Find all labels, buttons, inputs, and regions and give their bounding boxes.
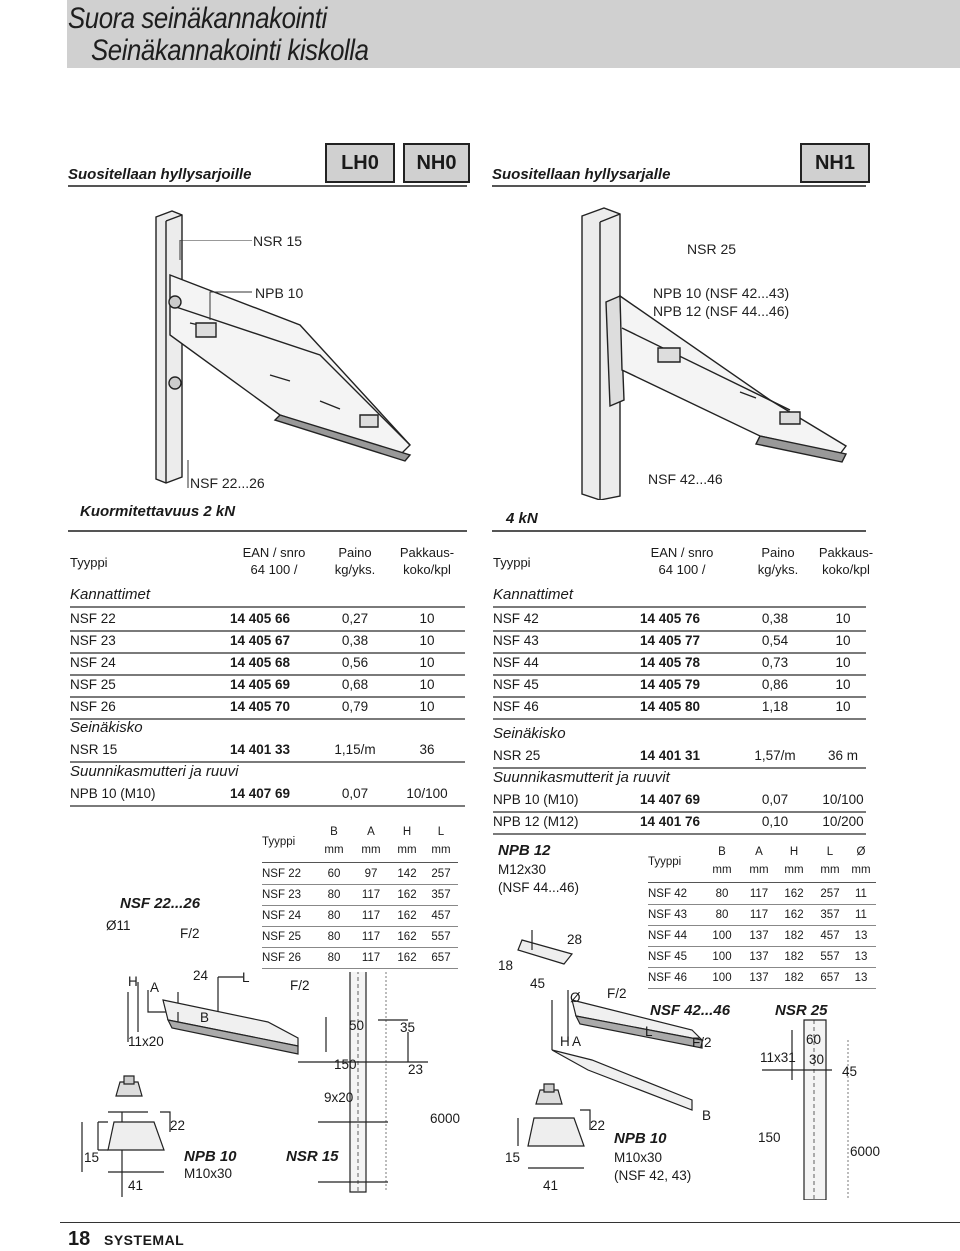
- mini-cell: 162: [397, 889, 417, 901]
- mini-cell: 557: [820, 951, 840, 963]
- mini-units: [262, 840, 462, 860]
- cell-pack: 10: [835, 611, 851, 626]
- cell-weight: 0,07: [761, 792, 789, 807]
- dim-d11: Ø11: [106, 918, 131, 933]
- cell-ean: 14 405 76: [640, 611, 701, 626]
- cell-pack: 10: [419, 677, 435, 692]
- mini-row-divider: [262, 968, 458, 969]
- badge-lh0: LH0: [325, 143, 395, 183]
- mini-row: [262, 948, 462, 968]
- dim-f2-b: F/2: [692, 1035, 712, 1050]
- dim-30: 30: [809, 1052, 825, 1067]
- label-npb10-right: NPB 10 (NSF 42...43): [653, 285, 790, 301]
- mini-cell: NSF 24: [262, 910, 301, 922]
- cell-type: NSF 25: [70, 677, 116, 692]
- mini-unit: mm: [431, 844, 451, 856]
- table-row: [493, 789, 888, 811]
- mini-cell: 117: [361, 952, 381, 964]
- cell-ean: 14 401 31: [640, 748, 701, 763]
- caption-npb12: NPB 12: [498, 842, 551, 859]
- mini-cell: NSF 42: [648, 888, 687, 900]
- table-row: [70, 783, 465, 805]
- mini-cell: NSF 46: [648, 972, 687, 984]
- cell-ean: 14 405 67: [230, 633, 291, 648]
- mini-row: [262, 927, 462, 947]
- col-header-pak-2: koko/kpl: [822, 562, 870, 577]
- table-row: [493, 674, 888, 696]
- mini-header-divider: [648, 882, 876, 883]
- row-divider: [493, 718, 866, 720]
- cell-weight: 0,68: [341, 677, 369, 692]
- cell-ean: 14 405 78: [640, 655, 701, 670]
- mini-col-header: Tyyppi: [648, 856, 682, 868]
- dim-a: A: [150, 980, 160, 995]
- mini-cell: 80: [327, 931, 341, 943]
- cell-weight: 0,38: [761, 611, 789, 626]
- mini-cell: 182: [784, 930, 804, 942]
- cell-pack: 10: [835, 655, 851, 670]
- mini-col-header: L: [826, 846, 834, 858]
- mini-cell: 13: [854, 951, 868, 963]
- mini-col-header: B: [330, 826, 338, 838]
- cell-pack: 10/100: [406, 786, 448, 801]
- dim-15: 15: [84, 1150, 100, 1165]
- label-npb10: NPB 10: [255, 285, 304, 301]
- dim-45-b: 45: [842, 1064, 858, 1079]
- label-nsr15: NSR 15: [253, 233, 303, 249]
- table-row: [70, 696, 465, 718]
- divider: [68, 185, 467, 187]
- cell-weight: 1,15/m: [334, 742, 376, 757]
- caption-nsf42-43: (NSF 42, 43): [614, 1168, 692, 1183]
- cell-type: NSR 25: [493, 748, 541, 763]
- dim-b: B: [200, 1010, 210, 1025]
- mini-cell: 80: [327, 910, 341, 922]
- mini-cell: 557: [431, 931, 451, 943]
- mini-cell: 80: [327, 889, 341, 901]
- caption-m10x30: M10x30: [614, 1150, 663, 1165]
- cell-pack: 10: [419, 611, 435, 626]
- mini-col-header: H: [789, 846, 799, 858]
- dim-11x31: 11x31: [760, 1050, 796, 1065]
- table-row: [70, 674, 465, 696]
- mini-cell: 117: [749, 909, 769, 921]
- table-row: [493, 608, 888, 630]
- cell-weight: 0,54: [761, 633, 789, 648]
- mini-cell: 11: [855, 888, 867, 900]
- dim-l: L: [645, 1024, 653, 1039]
- dim-45: 45: [530, 976, 546, 991]
- mini-cell: 13: [854, 930, 868, 942]
- mini-header: [648, 842, 878, 868]
- caption-m10x30: M10x30: [184, 1166, 233, 1181]
- mini-unit: mm: [324, 844, 344, 856]
- dim-h: H: [128, 974, 138, 989]
- mini-units: [648, 860, 878, 880]
- caption-nsf44-46: (NSF 44...46): [498, 880, 580, 895]
- cell-ean: 14 405 77: [640, 633, 701, 648]
- label-nsr25: NSR 25: [687, 241, 737, 257]
- mini-col-header: Tyyppi: [262, 836, 296, 848]
- cell-pack: 36: [419, 742, 435, 757]
- cell-ean: 14 407 69: [230, 786, 291, 801]
- cell-type: NSF 24: [70, 655, 116, 670]
- cell-type: NPB 10 (M10): [493, 792, 579, 807]
- badge-nh0: NH0: [403, 143, 470, 183]
- mini-cell: 257: [431, 868, 451, 880]
- dim-h: H: [560, 1034, 570, 1049]
- dim-28: 28: [567, 932, 583, 947]
- mini-cell: 80: [715, 888, 729, 900]
- table-row: [70, 630, 465, 652]
- cell-ean: 14 401 76: [640, 814, 701, 829]
- dim-41: 41: [128, 1178, 144, 1193]
- dim-22: 22: [590, 1118, 606, 1133]
- cell-weight: 0,27: [341, 611, 369, 626]
- caption-npb10: NPB 10: [184, 1148, 237, 1165]
- cell-weight: 0,56: [341, 655, 369, 670]
- mini-cell: 117: [361, 889, 381, 901]
- cell-pack: 10/100: [822, 792, 864, 807]
- dim-23: 23: [408, 1062, 424, 1077]
- section-seinakisko: Seinäkisko: [493, 725, 566, 742]
- right-recommended: Suositellaan hyllysarjalle: [492, 166, 671, 183]
- col-header-paino-2: kg/yks.: [757, 562, 799, 577]
- col-header-pak-1: Pakkaus-: [818, 545, 874, 560]
- cell-pack: 10: [835, 633, 851, 648]
- page-number: 18: [68, 1228, 91, 1250]
- table-row: [493, 745, 888, 767]
- right-load-caption: 4 kN: [506, 510, 538, 527]
- cell-type: NPB 12 (M12): [493, 814, 579, 829]
- left-drawing-caption: NSF 22...26: [120, 895, 201, 912]
- mini-cell: 182: [784, 951, 804, 963]
- mini-cell: 257: [820, 888, 840, 900]
- cell-type: NSF 45: [493, 677, 539, 692]
- cell-type: NSF 44: [493, 655, 539, 670]
- mini-cell: NSF 26: [262, 952, 301, 964]
- mini-unit: mm: [397, 844, 417, 856]
- col-header-ean-2: 64 100 /: [658, 562, 706, 577]
- left-dimension-table: [262, 822, 462, 972]
- brand-logo: SYSTEMAL: [104, 1232, 185, 1248]
- cell-type: NSF 42: [493, 611, 539, 626]
- mini-cell: 357: [431, 889, 451, 901]
- cell-pack: 10: [419, 633, 435, 648]
- cell-pack: 10: [835, 677, 851, 692]
- mini-unit: mm: [820, 864, 840, 876]
- mini-unit: mm: [712, 864, 732, 876]
- table-row: [493, 630, 888, 652]
- dim-41: 41: [543, 1178, 559, 1193]
- left-technical-drawing: [68, 972, 468, 1202]
- cell-weight: 1,57/m: [754, 748, 796, 763]
- col-header-pak-1: Pakkaus-: [399, 545, 455, 560]
- dim-6000: 6000: [850, 1144, 881, 1159]
- dim-diameter: Ø: [570, 990, 581, 1005]
- table-row: [70, 608, 465, 630]
- mini-cell: 80: [715, 909, 729, 921]
- cell-ean: 14 405 69: [230, 677, 291, 692]
- cell-type: NSF 26: [70, 699, 116, 714]
- cell-weight: 0,10: [761, 814, 789, 829]
- mini-cell: 357: [820, 909, 840, 921]
- cell-type: NSF 23: [70, 633, 116, 648]
- dim-150: 150: [758, 1130, 781, 1145]
- mini-cell: 657: [820, 972, 840, 984]
- right-technical-drawing: [492, 900, 872, 1200]
- label-nsf42-46: NSF 42...46: [648, 471, 723, 487]
- mini-cell: 117: [361, 910, 381, 922]
- mini-cell: NSF 44: [648, 930, 687, 942]
- dim-18: 18: [498, 958, 514, 973]
- cell-type: NSF 43: [493, 633, 539, 648]
- dim-f2-b: F/2: [290, 978, 310, 993]
- cell-pack: 10: [835, 699, 851, 714]
- dim-l: L: [242, 970, 250, 985]
- mini-cell: NSF 25: [262, 931, 301, 943]
- mini-cell: 100: [712, 951, 732, 963]
- col-header-tyyppi: Tyyppi: [70, 555, 108, 570]
- footer-divider: [60, 1222, 960, 1223]
- mini-cell: NSF 22: [262, 868, 301, 880]
- cell-ean: 14 401 33: [230, 742, 291, 757]
- mini-cell: 60: [327, 868, 341, 880]
- dim-f2-a: F/2: [180, 926, 200, 941]
- mini-cell: 162: [784, 909, 804, 921]
- cell-weight: 0,86: [761, 677, 789, 692]
- divider: [492, 185, 866, 187]
- cell-type: NSF 46: [493, 699, 539, 714]
- dim-15: 15: [505, 1150, 521, 1165]
- mini-cell: 162: [397, 931, 417, 943]
- mini-cell: NSF 23: [262, 889, 301, 901]
- dim-9x20: 9x20: [324, 1090, 354, 1105]
- cell-ean: 14 405 79: [640, 677, 701, 692]
- cell-pack: 10/200: [822, 814, 864, 829]
- section-seinakisko: Seinäkisko: [70, 719, 143, 736]
- col-header-pak-2: koko/kpl: [403, 562, 451, 577]
- mini-col-header: A: [755, 846, 763, 858]
- dim-f2-a: F/2: [607, 986, 627, 1001]
- cell-type: NSR 15: [70, 742, 118, 757]
- label-nsf22-26: NSF 22...26: [190, 475, 265, 491]
- table-row: [493, 811, 888, 833]
- mini-header: [262, 822, 462, 848]
- cell-ean: 14 407 69: [640, 792, 701, 807]
- section-kannattimet: Kannattimet: [493, 586, 574, 603]
- caption-m12x30: M12x30: [498, 862, 547, 877]
- mini-unit: mm: [749, 864, 769, 876]
- left-load-caption: Kuormitettavuus 2 kN: [80, 503, 236, 520]
- dim-60: 60: [806, 1032, 822, 1047]
- col-header-ean-2: 64 100 /: [250, 562, 298, 577]
- cell-ean: 14 405 70: [230, 699, 291, 714]
- dim-35: 35: [400, 1020, 416, 1035]
- dim-24: 24: [193, 968, 209, 983]
- mini-row: [262, 906, 462, 926]
- caption-npb10: NPB 10: [614, 1130, 667, 1147]
- cell-weight: 0,38: [341, 633, 369, 648]
- left-recommended: Suositellaan hyllysarjoille: [68, 166, 252, 183]
- table-row: [493, 696, 888, 718]
- mini-cell: 137: [749, 930, 769, 942]
- cell-type: NSF 22: [70, 611, 116, 626]
- mini-cell: 137: [749, 951, 769, 963]
- mini-cell: 162: [784, 888, 804, 900]
- mini-cell: 117: [749, 888, 769, 900]
- dim-150: 150: [334, 1057, 357, 1072]
- section-kannattimet: Kannattimet: [70, 586, 151, 603]
- cell-weight: 0,07: [341, 786, 369, 801]
- page-title: Suora seinäkannakointi: [68, 2, 327, 35]
- row-divider: [70, 805, 465, 807]
- mini-cell: 13: [854, 972, 868, 984]
- mini-row: [262, 885, 462, 905]
- mini-cell: 457: [820, 930, 840, 942]
- col-header-ean-1: EAN / snro: [650, 545, 714, 560]
- mini-col-header: H: [402, 826, 412, 838]
- mini-cell: 182: [784, 972, 804, 984]
- row-divider: [493, 833, 866, 835]
- badge-nh1: NH1: [800, 143, 870, 183]
- mini-cell: 137: [749, 972, 769, 984]
- cell-weight: 1,18: [761, 699, 789, 714]
- mini-cell: 100: [712, 972, 732, 984]
- cell-weight: 0,73: [761, 655, 789, 670]
- dim-b: B: [702, 1108, 712, 1123]
- leader-lines-left: [170, 240, 310, 490]
- cell-type: NPB 10 (M10): [70, 786, 156, 801]
- mini-cell: 80: [327, 952, 341, 964]
- dim-6000: 6000: [430, 1111, 461, 1126]
- table-row: [70, 652, 465, 674]
- cell-weight: 0,79: [341, 699, 369, 714]
- table-row: [493, 652, 888, 674]
- mini-unit: mm: [851, 864, 871, 876]
- cell-pack: 36 m: [827, 748, 858, 763]
- col-header-paino-1: Paino: [761, 545, 795, 560]
- divider: [68, 530, 467, 532]
- mini-cell: 11: [855, 909, 867, 921]
- cell-pack: 10: [419, 699, 435, 714]
- divider: [492, 530, 866, 532]
- mini-unit: mm: [361, 844, 381, 856]
- table-row: [70, 739, 465, 761]
- cell-ean: 14 405 66: [230, 611, 291, 626]
- cell-ean: 14 405 80: [640, 699, 701, 714]
- dim-50: 50: [349, 1018, 365, 1033]
- mini-cell: 142: [397, 868, 417, 880]
- mini-cell: NSF 43: [648, 909, 687, 921]
- mini-header-divider: [262, 862, 458, 863]
- caption-nsf42-46: NSF 42...46: [650, 1002, 731, 1019]
- caption-nsr15: NSR 15: [286, 1148, 339, 1165]
- mini-cell: NSF 45: [648, 951, 687, 963]
- mini-cell: 657: [431, 952, 451, 964]
- mini-cell: 162: [397, 910, 417, 922]
- col-header-tyyppi: Tyyppi: [493, 555, 531, 570]
- mini-unit: mm: [784, 864, 804, 876]
- mini-col-header: Ø: [856, 846, 866, 858]
- section-mutterit: Suunnikasmutterit ja ruuvit: [493, 769, 670, 786]
- mini-cell: 97: [364, 868, 378, 880]
- mini-col-header: A: [367, 826, 375, 838]
- dim-11x20: 11x20: [128, 1034, 164, 1049]
- page-subtitle: Seinäkannakointi kiskolla: [91, 34, 369, 67]
- col-header-paino-1: Paino: [338, 545, 372, 560]
- col-header-paino-2: kg/yks.: [334, 562, 376, 577]
- section-mutteri: Suunnikasmutteri ja ruuvi: [70, 763, 239, 780]
- dim-22: 22: [170, 1118, 186, 1133]
- col-header-ean-1: EAN / snro: [242, 545, 306, 560]
- mini-cell: 100: [712, 930, 732, 942]
- dim-a: A: [572, 1034, 582, 1049]
- label-npb12-right: NPB 12 (NSF 44...46): [653, 303, 790, 319]
- cell-ean: 14 405 68: [230, 655, 291, 670]
- mini-cell: 162: [397, 952, 417, 964]
- mini-cell: 117: [361, 931, 381, 943]
- caption-nsr25: NSR 25: [775, 1002, 828, 1019]
- mini-col-header: L: [437, 826, 445, 838]
- mini-row: [262, 864, 462, 884]
- mini-col-header: B: [718, 846, 726, 858]
- mini-cell: 457: [431, 910, 451, 922]
- cell-pack: 10: [419, 655, 435, 670]
